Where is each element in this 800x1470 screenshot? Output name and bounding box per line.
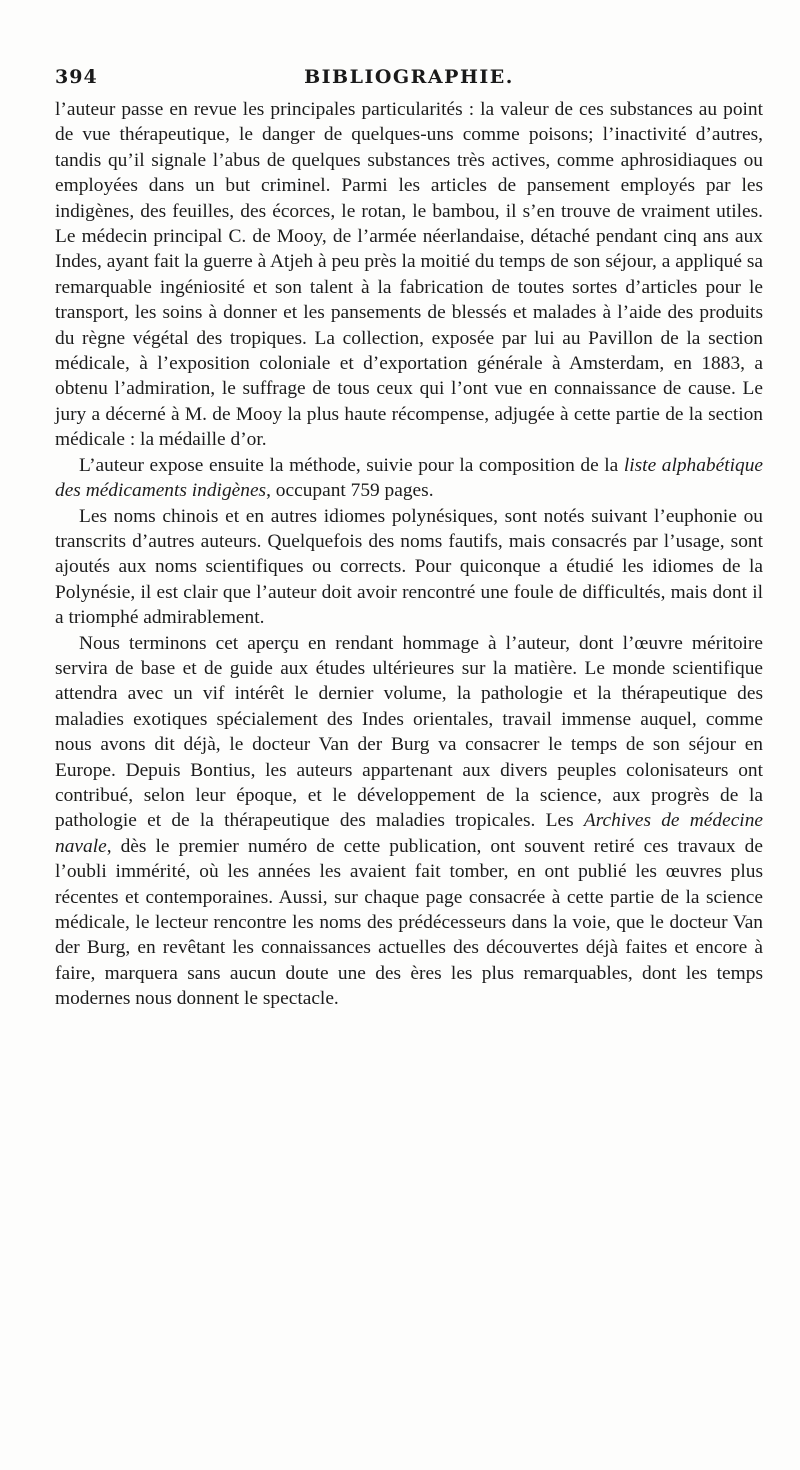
text-run: Nous terminons cet aperçu en rendant hommage à l’auteur, dont l’œuvre méritoire servira de base et de guide aux études ultérieures sur la matière. Le monde scientifique attendra avec un vif intérêt le dernier volume, la pathologie et la thérapeutique des maladies exotiques spécialement des Indes orientales, travail immense auquel, comme nous avons dit déjà, le docteur Van der Burg va consacrer le temps de son séjour en Europe. Depuis Bontius, les auteurs appartenant aux divers peuples colonisateurs ont contribué, selon leur époque, et le développement de la science, aux progrès de la pathologie et de la thérapeutique des maladies tropicales. Les [55,632,763,832]
text-run: , dès le premier numéro de cette publication, ont souvent retiré ces travaux de l’oubli immérité, où les années les avaient fait tomber, en ont publié les œuvres plus récentes et contemporaines. Aussi, sur chaque page consacrée à cette partie de la science médicale, le lecteur rencontre les noms des prédécesseurs dans la voie, que le docteur Van der Burg, en revêtant les connaissances actuelles des découvertes déjà faites et encore à faire, marquera sans aucun doute une des ères les plus remarquables, dont les temps modernes nous donnent le spectacle. [55,835,763,1010]
text-run: , occupant 759 pages. [266,480,434,502]
paragraph [55,504,763,631]
paragraph [55,453,763,504]
paragraph [55,631,763,1012]
text-run: L’auteur expose ensuite la méthode, suivie pour la composition de la [79,454,624,476]
page-header [55,66,763,96]
running-head: BIBLIOGRAPHIE. [304,66,514,88]
text-run: Les noms chinois et en autres idiomes polynésiques, sont notés suivant l’euphonie ou transcrits d’autres auteurs. Quelquefois des noms fautifs, mais consacrés par l’usage, sont ajoutés aux noms scientifiques ou corrects. Pour quiconque a étudié les idiomes de la Polynésie, il est clair que l’auteur doit avoir rencontré une foule de difficultés, mais dont il a triomphé admirablement. [55,505,763,629]
page-number: 394 [55,66,98,88]
text-run: l’auteur passe en revue les principales particularités : la valeur de ces substances au point de vue thérapeutique, le danger de quelques-uns comme poisons; l’inactivité d’autres, tandis qu’il signale l’abus de quelques substances très actives, comme aphrosidiaques ou employées dans un but criminel. Parmi les articles de pansement employés par les indigènes, des feuilles, des écorces, le rotan, le bambou, il s’en trouve de vraiment utiles. Le médecin principal C. de Mooy, de l’armée néerlandaise, détaché pendant cinq ans aux Indes, ayant fait la guerre à Atjeh à peu près la moitié du temps de son séjour, a appliqué sa remarquable ingéniosité et son talent à la fabrication de toutes sortes d’articles pour le transport, les soins à donner et les pansements de blessés et malades à l’aide des produits du règne végétal des tropiques. La collection, exposée par lui au Pavillon de la section médicale, à l’exposition coloniale et d’exportation générale à Amsterdam, en 1883, a obtenu l’admiration, le suffrage de tous ceux qui l’ont vue en connaissance de cause. Le jury a décerné à M. de Mooy la plus haute récompense, adjugée à cette partie de la section médicale : la médaille d’or. [55,99,763,451]
italic-text: Archives de médecine navale [55,810,763,857]
body-text [55,97,763,1012]
italic-text: liste alphabétique des médicaments indigènes [55,454,764,502]
paragraph [55,97,763,453]
